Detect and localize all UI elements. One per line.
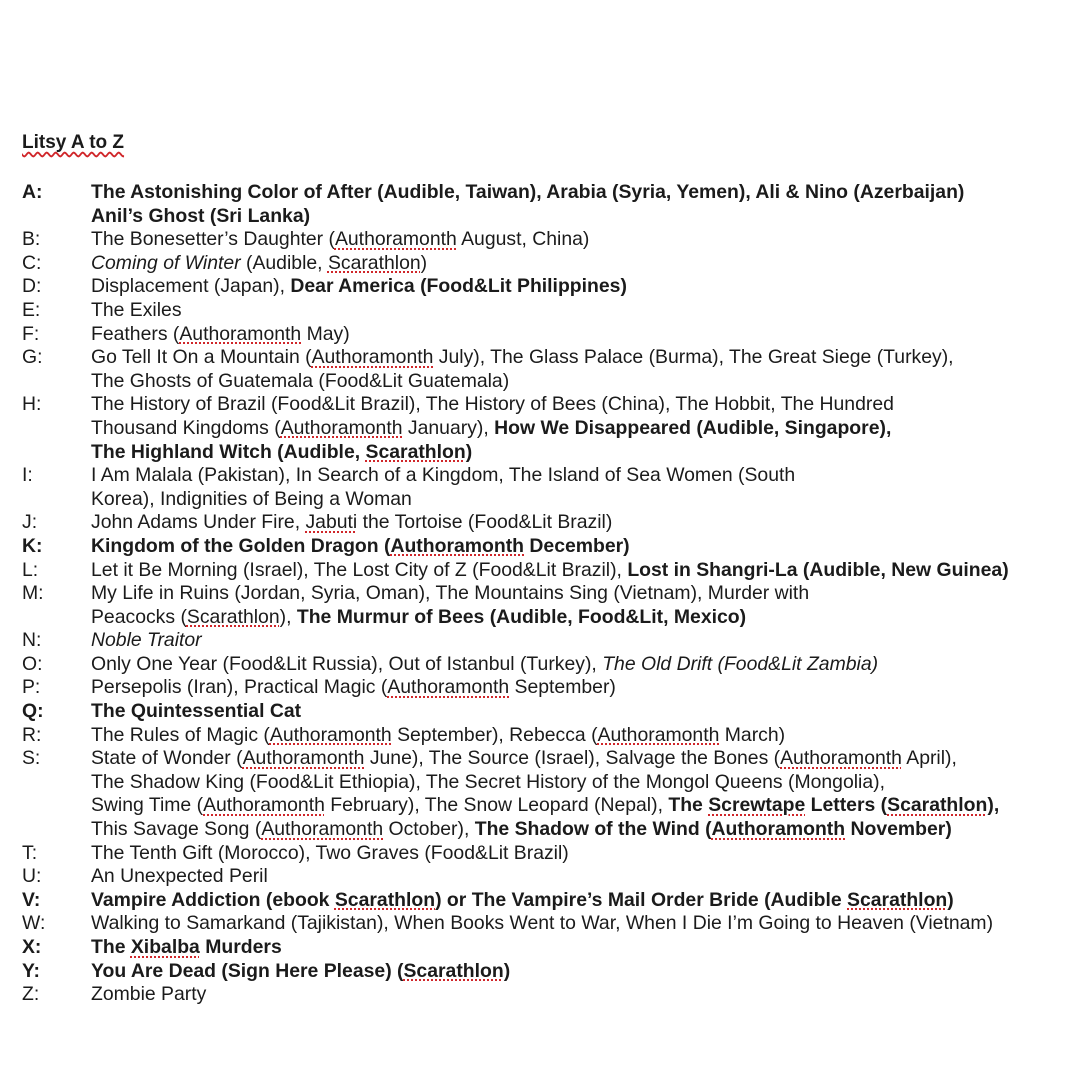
entry-letter: H: [22,393,42,416]
list-item [22,960,1080,984]
entry-letter: U: [22,865,42,888]
text-run: September), Rebecca ( [391,723,598,746]
text-run: Zombie Party [91,983,207,1006]
list-item [22,676,1080,700]
list-item [22,464,1080,511]
list-item [22,181,1080,228]
entry-letter: T: [22,841,38,864]
text-run: Dear America (Food&Lit Philippines) [290,275,627,298]
entry-text-line [91,511,1080,535]
entry-letter: P: [22,676,41,699]
text-run: An Unexpected Peril [91,865,268,888]
entry-text-line [91,747,1080,771]
entry-letter: B: [22,228,41,251]
entry-letter: W: [22,912,46,935]
entry-letter: F: [22,322,40,345]
text-run: Vampire Addiction (ebook [91,888,335,911]
entry-text-line [91,936,1080,960]
flagged-word: Xibalba [130,936,200,958]
list-item [22,653,1080,677]
text-run: September) [509,676,616,699]
text-run: Let it Be Morning (Israel), The Lost City of Z (Food&Lit Brazil), [91,558,628,581]
text-run: The [91,936,131,958]
entry-letter: R: [22,723,42,746]
flagged-word: Authoramonth [387,676,510,699]
text-run: Murders [199,936,282,958]
entry-letter: V: [22,888,41,911]
entry-letter: C: [22,251,42,274]
text-run: ), [279,605,297,628]
flagged-word: Scarathlon [365,440,466,463]
entry-letter: Y: [22,959,40,982]
text-run: December) [524,534,630,557]
entry-letter: M: [22,582,44,605]
entry-text-line [91,370,1080,394]
text-run: Only One Year (Food&Lit Russia), Out of Istanbul (Turkey), [91,652,603,675]
text-run: June), The Source (Israel), Salvage the Bones ( [364,747,781,770]
list-item [22,393,1080,464]
text-run: ) [420,251,428,274]
entry-text-line [91,323,1080,347]
list-item [22,559,1080,583]
text-run: I Am Malala (Pakistan), In Search of a Kingdom, The Island of Sea Women (South [91,464,796,487]
list-item [22,700,1080,724]
list-item [22,582,1080,629]
entry-text-line [91,393,1080,417]
entry-text-line [91,960,1080,984]
text-run: The Murmur of Bees (Audible, Food&Lit, Mexico) [296,605,747,628]
list-item [22,842,1080,866]
entry-text-line [91,606,1080,630]
text-run: The Ghosts of Guatemala (Food&Lit Guatemala) [91,369,510,392]
flagged-word: Scarathlon [186,605,280,628]
text-run: Coming of Winter [91,251,241,274]
list-item [22,275,1080,299]
text-run: The Rules of Magic ( [91,723,270,746]
flagged-word: Authoramonth [390,534,525,557]
text-run: January), [402,416,495,439]
entry-text-line [91,818,1080,842]
entry-letter: N: [22,629,42,652]
text-run: Lost in Shangri-La (Audible, New Guinea) [627,558,1009,581]
flagged-word: Authoramonth [242,747,365,770]
flagged-word: Authoramonth [780,747,902,770]
entry-text-line [91,181,1080,205]
text-run: April), [901,747,957,770]
text-run: Peacocks ( [91,605,187,628]
entry-letter: K: [22,534,43,557]
flagged-word: Authoramonth [280,416,403,439]
text-run: John Adams Under Fire, [91,511,306,534]
entry-text-line [91,865,1080,889]
entry-text-line [91,983,1080,1007]
text-run: The Quintessential Cat [91,700,302,723]
list-item [22,912,1080,936]
entry-text-line [91,653,1080,677]
text-run: ) [503,959,511,982]
text-run: Swing Time ( [91,794,204,817]
text-run: October), [383,818,475,841]
text-run: My Life in Ruins (Jordan, Syria, Oman), The Mountains Sing (Vietnam), Murder with [91,582,810,605]
text-run: The Tenth Gift (Morocco), Two Graves (Food&Lit Brazil) [91,841,569,864]
entry-text-line [91,417,1080,441]
flagged-word: Authoramonth [179,322,302,345]
flagged-word: Authoramonth [597,723,720,746]
entry-text-line [91,794,1080,818]
text-run: February), The Snow Leopard (Nepal), [324,794,669,817]
text-run: Walking to Samarkand (Tajikistan), When Books Went to War, When I Die I’m Going to Heaven (Vietnam) [91,912,994,935]
entry-letter: Q: [22,700,44,723]
flagged-word: Scarathlon [403,959,504,982]
list-item [22,629,1080,653]
text-run: The [668,794,709,817]
entry-text-line [91,629,1080,653]
entry-text-line [91,275,1080,299]
text-run: March) [719,723,786,746]
text-run: The Shadow King (Food&Lit Ethiopia), The Secret History of the Mongol Queens (Mongolia), [91,770,885,793]
list-item [22,724,1080,748]
entry-text-line [91,559,1080,583]
text-run: The Highland Witch (Audible, [91,440,366,463]
entry-letter: G: [22,346,43,369]
list-item [22,889,1080,913]
entry-letter: J: [22,511,38,534]
entry-text-line [91,252,1080,276]
text-run: The Old Drift (Food&Lit Zambia) [602,652,879,675]
flagged-word: Scarathlon [334,888,436,911]
list-item [22,983,1080,1007]
text-run: How We Disappeared (Audible, Singapore), [494,416,892,439]
entry-text-line [91,488,1080,512]
text-run: ) or The Vampire’s Mail Order Bride (Audible [435,888,848,911]
entry-text-line [91,700,1080,724]
entry-letter: D: [22,275,42,298]
entry-text-line [91,771,1080,795]
flagged-word: Authoramonth [334,228,457,251]
list-item [22,252,1080,276]
entry-letter: I: [22,464,33,487]
entry-text-line [91,205,1080,229]
list-item [22,747,1080,841]
entry-text-line [91,228,1080,252]
entry-text-line [91,346,1080,370]
entry-text-line [91,912,1080,936]
text-run: Kingdom of the Golden Dragon ( [91,534,391,557]
entry-text-line [91,842,1080,866]
text-run: Displacement (Japan), [91,275,291,298]
list-item [22,299,1080,323]
text-run: Persepolis (Iran), Practical Magic ( [91,676,388,699]
list-item [22,511,1080,535]
text-run: State of Wonder ( [91,747,243,770]
flagged-word: Authoramonth [269,723,392,746]
flagged-word: Screwtape [708,794,806,817]
text-run: (Audible, [240,251,328,274]
flagged-word: Scarathlon [327,251,421,274]
text-run: The History of Brazil (Food&Lit Brazil), The History of Bees (China), The Hobbit, The Hundred [91,393,894,416]
entry-text-line [91,535,1080,559]
list-item [22,936,1080,960]
flagged-word: Authoramonth [311,346,434,369]
list-item [22,535,1080,559]
text-run: Feathers ( [91,322,180,345]
flagged-word: Authoramonth [711,818,846,841]
text-run: Go Tell It On a Mountain ( [91,346,312,369]
entry-letter: S: [22,747,41,770]
text-run: November) [845,818,952,841]
text-run: May) [301,322,350,345]
text-run: Noble Traitor [91,629,202,652]
entry-letter: L: [22,558,39,581]
entry-letter: Z: [22,983,40,1006]
list-item [22,323,1080,347]
text-run: ) [465,440,473,463]
text-run: Letters ( [805,794,888,817]
flagged-word: Scarathlon [887,794,988,817]
flagged-word: Authoramonth [261,818,384,841]
entry-letter: X: [22,936,42,958]
text-run: Anil’s Ghost (Sri Lanka) [91,204,311,227]
entry-text-line [91,441,1080,465]
text-run: The Astonishing Color of After (Audible, Taiwan), Arabia (Syria, Yemen), Ali & Nino (Azerbaijan) [91,181,965,203]
flagged-word: Jabuti [305,511,358,534]
entry-text-line [91,299,1080,323]
text-run: Korea), Indignities of Being a Woman [91,487,412,510]
text-run: The Bonesetter’s Daughter ( [91,228,335,251]
list-item [22,346,1080,393]
a-to-z-list [22,181,1080,1007]
entry-text-line [91,889,1080,913]
list-item [22,865,1080,889]
entry-text-line [91,724,1080,748]
text-run: July), The Glass Palace (Burma), The Great Siege (Turkey), [433,346,954,369]
flagged-word: Scarathlon [847,888,948,911]
entry-text-line [91,676,1080,700]
text-run: ), [987,794,1000,817]
text-run: The Exiles [91,298,182,321]
list-item [22,228,1080,252]
text-run: August, China) [456,228,590,251]
page-title: Litsy A to Z [22,132,125,153]
flagged-word: Authoramonth [203,794,325,817]
text-run: ) [947,888,954,911]
entry-letter: A: [22,181,43,203]
entry-text-line [91,582,1080,606]
entry-letter: E: [22,298,41,321]
text-run: the Tortoise (Food&Lit Brazil) [357,511,613,534]
text-run: This Savage Song ( [91,818,262,841]
text-run: Thousand Kingdoms ( [91,416,281,439]
text-run: You Are Dead (Sign Here Please) ( [91,959,404,982]
entry-text-line [91,464,1080,488]
entry-letter: O: [22,652,43,675]
text-run: The Shadow of the Wind ( [474,818,712,841]
